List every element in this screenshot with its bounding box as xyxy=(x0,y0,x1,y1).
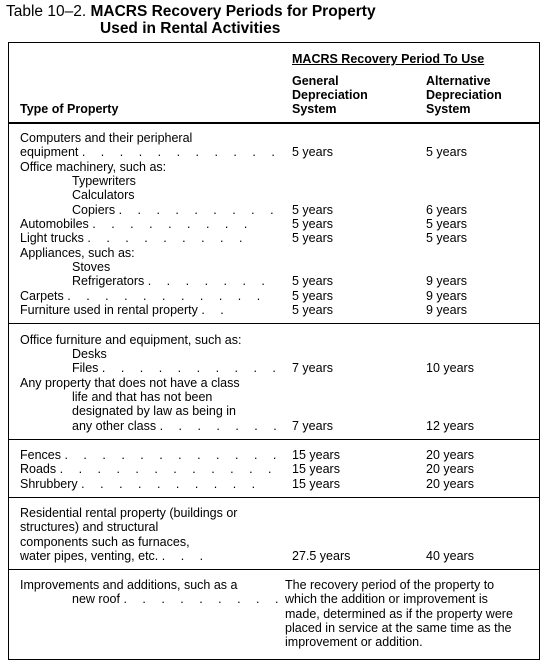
row-label: Files . . . . . . . . . . xyxy=(72,361,282,375)
row-label: designated by law as being in xyxy=(72,404,237,418)
row-label: Stoves xyxy=(72,260,111,274)
ads-value: 9 years xyxy=(426,289,467,303)
row-label: Residential rental property (buildings or xyxy=(20,506,238,520)
improvement-note-line3: made, determined as if the property were xyxy=(285,607,513,621)
ads-value: 6 years xyxy=(426,203,467,217)
gds-value: 7 years xyxy=(292,361,333,375)
table-frame xyxy=(8,42,540,660)
ads-value: 20 years xyxy=(426,462,474,476)
ads-value: 40 years xyxy=(426,549,474,563)
ads-value: 5 years xyxy=(426,217,467,231)
row-label: Carpets . . . . . . . . . . . xyxy=(20,289,267,303)
gds-value: 5 years xyxy=(292,145,333,159)
row-label: components such as furnaces, xyxy=(20,535,190,549)
improvement-note-line5: improvement or addition. xyxy=(285,635,423,649)
row-label: Shrubbery . . . . . . . . . . xyxy=(20,477,262,491)
ads-value: 10 years xyxy=(426,361,474,375)
ads-value: 20 years xyxy=(426,448,474,462)
row-label: structures) and structural xyxy=(20,520,159,534)
row-label: Automobiles . . . . . . . . . xyxy=(20,217,254,231)
ads-header-line3: System xyxy=(426,102,471,116)
row-label: Desks xyxy=(72,347,107,361)
ads-value: 9 years xyxy=(426,274,467,288)
section-divider xyxy=(9,439,539,440)
row-label: life and that has not been xyxy=(72,390,213,404)
row-label: Computers and their peripheral xyxy=(20,131,193,145)
improvement-note-line2: which the addition or improvement is xyxy=(285,592,488,606)
gds-value: 15 years xyxy=(292,462,340,476)
row-label: Office machinery, such as: xyxy=(20,160,167,174)
table-title-line1: MACRS Recovery Periods for Property xyxy=(90,3,376,20)
section-divider xyxy=(9,497,539,498)
table-number: Table 10–2. xyxy=(6,3,87,20)
gds-value: 15 years xyxy=(292,477,340,491)
gds-value: 27.5 years xyxy=(292,549,351,563)
row-label: Roads . . . . . . . . . . . . xyxy=(20,462,278,476)
gds-value: 5 years xyxy=(292,217,333,231)
ads-value: 5 years xyxy=(426,231,467,245)
gds-value: 15 years xyxy=(292,448,340,462)
header-divider xyxy=(9,122,539,124)
row-label: Improvements and additions, such as a xyxy=(20,578,238,592)
gds-header-line3: System xyxy=(292,102,337,116)
gds-value: 5 years xyxy=(292,231,333,245)
row-label: Light trucks . . . . . . . . . xyxy=(20,231,249,245)
column-group-header: MACRS Recovery Period To Use xyxy=(292,52,485,66)
gds-value: 5 years xyxy=(292,289,333,303)
section-divider xyxy=(9,323,539,324)
row-label: water pipes, venting, etc. . . . xyxy=(20,549,210,563)
gds-header-line2: Depreciation xyxy=(292,88,368,102)
ads-value: 5 years xyxy=(426,145,467,159)
row-label: Refrigerators . . . . . . . xyxy=(72,274,271,288)
gds-value: 7 years xyxy=(292,419,333,433)
gds-value: 5 years xyxy=(292,303,333,317)
row-label: Appliances, such as: xyxy=(20,246,135,260)
table-title xyxy=(6,3,546,37)
row-label: Typewriters xyxy=(72,174,136,188)
row-label: equipment . . . . . . . . . . . xyxy=(20,145,281,159)
row-label: Furniture used in rental property . . xyxy=(20,303,230,317)
row-label: Any property that does not have a class xyxy=(20,376,240,390)
gds-header-line1: General xyxy=(292,74,339,88)
row-label: new roof . . . . . . . . . xyxy=(72,592,285,606)
row-label: any other class . . . . . . . xyxy=(72,419,283,433)
improvement-note-line4: placed in service at the same time as the xyxy=(285,621,512,635)
row-label: Calculators xyxy=(72,188,135,202)
row-label: Fences . . . . . . . . . . . . xyxy=(20,448,283,462)
row-label: Office furniture and equipment, such as: xyxy=(20,333,242,347)
table-title-line2: Used in Rental Activities xyxy=(100,20,281,37)
row-label: Copiers . . . . . . . . . xyxy=(72,203,280,217)
ads-header-line2: Depreciation xyxy=(426,88,502,102)
type-of-property-header: Type of Property xyxy=(20,102,119,116)
gds-value: 5 years xyxy=(292,274,333,288)
ads-value: 20 years xyxy=(426,477,474,491)
gds-value: 5 years xyxy=(292,203,333,217)
ads-value: 12 years xyxy=(426,419,474,433)
ads-value: 9 years xyxy=(426,303,467,317)
improvement-note-line1: The recovery period of the property to xyxy=(285,578,495,592)
ads-header-line1: Alternative xyxy=(426,74,491,88)
section-divider xyxy=(9,569,539,570)
